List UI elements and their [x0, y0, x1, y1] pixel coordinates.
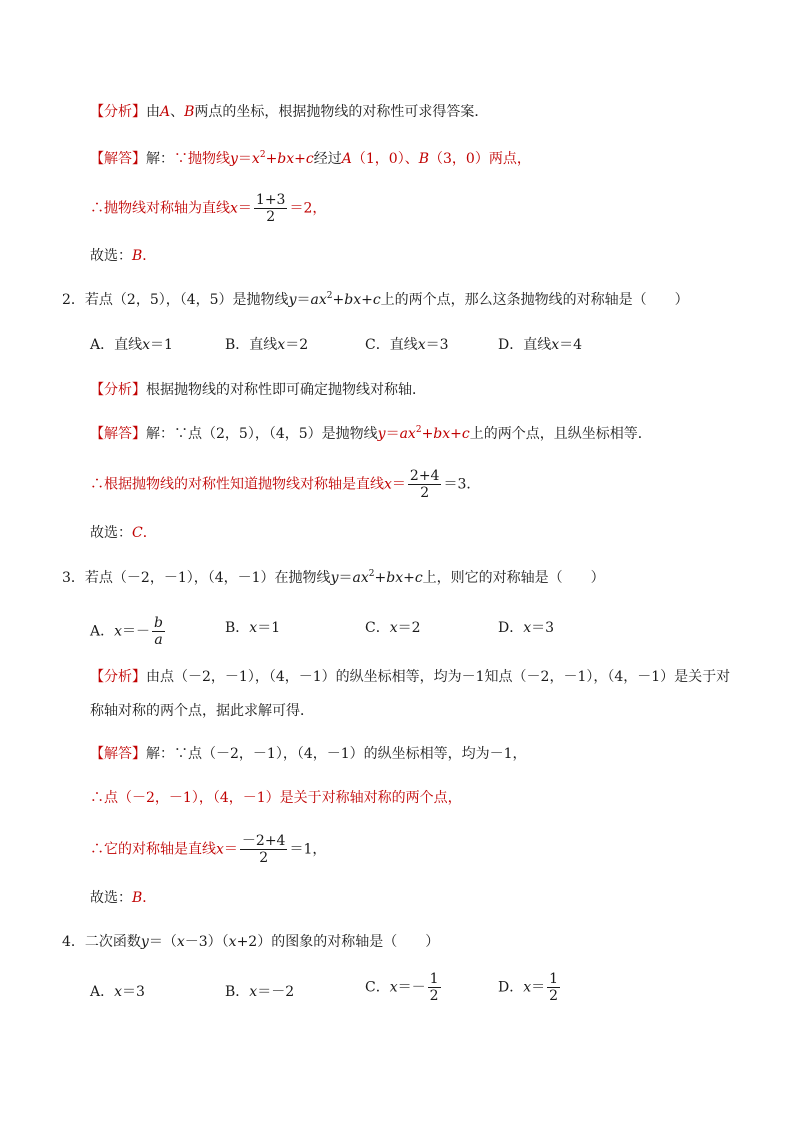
q3-analysis-line-1: 【分析】由点（－2，－1），（4，－1）的纵坐标相等，均为－1知点（－2，－1），（4，－1）是关于对 — [90, 669, 731, 685]
q4-option-c[interactable]: C．x＝－ $\frac{1}{2}$ — [365, 971, 439, 1004]
q3-solution-line-1: 【解答】解：∵点（－2，－1），（4，－1）的纵坐标相等，均为－1， — [90, 746, 527, 762]
q2-option-d[interactable]: D．直线x＝4 — [498, 337, 583, 353]
fraction: $\frac{-2+4}{2}$ — [241, 833, 286, 866]
fraction: $\frac{1+3}{2}$ — [255, 192, 286, 225]
q3-solution-line-3: ∴它的对称轴是直线x＝ $\frac{-2+4}{2}$ ＝1， — [90, 833, 327, 866]
q2-option-a[interactable]: A．直线x＝1 — [90, 337, 173, 353]
q3-option-a[interactable]: A．x＝－ $\frac{b}{a}$ — [90, 615, 163, 648]
q2-analysis: 【分析】根据抛物线的对称性即可确定抛物线对称轴． — [90, 382, 426, 398]
q4-option-d[interactable]: D．x＝ $\frac{1}{2}$ — [498, 971, 559, 1004]
fraction: $\frac{1}{2}$ — [549, 971, 559, 1004]
fraction: $\frac{1}{2}$ — [429, 971, 439, 1004]
q2-solution-line-2: ∴根据抛物线的对称性知道抛物线对称轴是直线x＝ $\frac{2+4}{2}$ ＝3． — [90, 468, 481, 501]
q1-analysis: 【分析】由A、B两点的坐标，根据抛物线的对称性可求得答案． — [90, 104, 489, 120]
q1-solution-line-1: 【解答】解：∵抛物线$y=x^2+bx+c$经过A（1，0）、B（3，0）两点， — [90, 150, 531, 167]
q2-answer: 故选：C． — [90, 525, 157, 541]
analysis-tag: 【分析】 — [90, 104, 146, 120]
q3-analysis-line-2: 称轴对称的两个点，据此求解可得． — [90, 703, 314, 719]
fraction: $\frac{2+4}{2}$ — [409, 468, 440, 501]
q3-option-b[interactable]: B．x＝1 — [225, 620, 281, 636]
q3-option-d[interactable]: D．x＝3 — [498, 620, 555, 636]
q1-answer: 故选：B． — [90, 248, 157, 264]
q4-stem: 4．二次函数y＝（x－3）（x+2）的图象的对称轴是（ ） — [62, 934, 440, 950]
q2-solution-line-1: 【解答】解：∵点（2，5），（4，5）是抛物线$y=ax^2+bx+c$上的两个点，且纵坐标相等． — [90, 425, 652, 442]
q4-option-b[interactable]: B．x＝－2 — [225, 984, 295, 1000]
q3-option-c[interactable]: C．x＝2 — [365, 620, 421, 636]
q4-option-a[interactable]: A．x＝3 — [90, 984, 145, 1000]
q1-solution-line-2: ∴抛物线对称轴为直线x＝ $\frac{1+3}{2}$ ＝2， — [90, 192, 327, 225]
q3-stem: 3．若点（－2，－1），（4，－1）在抛物线$y=ax^2+bx+c$上，则它的对称轴是（ ） — [62, 569, 605, 586]
q2-option-b[interactable]: B．直线x＝2 — [225, 337, 309, 353]
q2-stem: 2．若点（2，5），（4，5）是抛物线$y=ax^2+bx+c$上的两个点，那么这条抛物线的对称轴是（ ） — [62, 291, 689, 308]
q3-solution-line-2: ∴点（－2，－1），（4，－1）是关于对称轴对称的两个点， — [90, 790, 462, 806]
solution-tag: 【解答】 — [90, 151, 146, 167]
q3-answer: 故选：B． — [90, 890, 157, 906]
q2-option-c[interactable]: C．直线x＝3 — [365, 337, 449, 353]
fraction: $\frac{b}{a}$ — [154, 615, 163, 648]
